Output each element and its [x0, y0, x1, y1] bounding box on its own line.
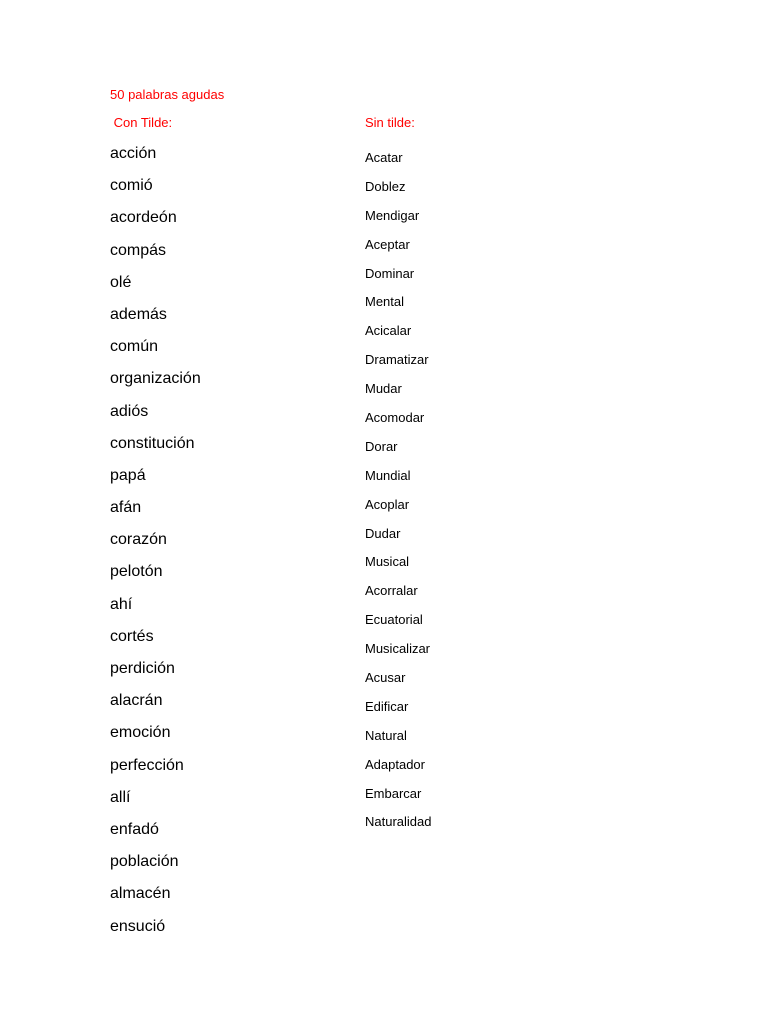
con-tilde-word: acordeón	[110, 209, 177, 227]
con-tilde-word: perfección	[110, 756, 184, 774]
sin-tilde-word: Mental	[365, 294, 405, 310]
sin-tilde-word: Acomodar	[365, 410, 425, 426]
sin-tilde-word: Ecuatorial	[365, 612, 423, 628]
sin-tilde-word: Musicalizar	[365, 641, 431, 657]
con-tilde-word: acción	[110, 145, 157, 162]
sin-tilde-word: Doblez	[365, 178, 406, 194]
sin-tilde-word: Naturalidad	[365, 814, 432, 830]
sin-tilde-word-list	[365, 148, 432, 841]
sin-tilde-word: Musical	[365, 554, 410, 570]
sin-tilde-heading: Sin tilde:	[365, 115, 415, 130]
sin-tilde-word: Acusar	[365, 670, 406, 686]
con-tilde-word: población	[110, 853, 179, 871]
con-tilde-word: ahí	[110, 595, 133, 613]
con-tilde-word: almacén	[110, 885, 171, 903]
con-tilde-word: pelotón	[110, 563, 163, 581]
con-tilde-word: común	[110, 338, 159, 356]
con-tilde-word: afán	[110, 499, 142, 517]
sin-tilde-word: Natural	[365, 727, 407, 743]
con-tilde-word: compás	[110, 241, 167, 259]
con-tilde-word: constitución	[110, 434, 195, 452]
sin-tilde-word: Acorralar	[365, 583, 418, 599]
sin-tilde-word: Aceptar	[365, 236, 410, 252]
con-tilde-heading: Con Tilde:	[110, 115, 173, 130]
sin-tilde-word: Mendigar	[365, 207, 420, 223]
sin-tilde-word: Mundial	[365, 467, 411, 483]
con-tilde-word: comió	[110, 177, 153, 195]
con-tilde-word: organización	[110, 370, 201, 388]
con-tilde-word: además	[110, 305, 167, 323]
sin-tilde-word: Dudar	[365, 525, 401, 541]
con-tilde-word: papá	[110, 466, 146, 484]
sin-tilde-word: Dramatizar	[365, 352, 429, 368]
sin-tilde-word: Mudar	[365, 381, 402, 397]
sin-tilde-word: Dorar	[365, 438, 398, 454]
sin-tilde-word: Acicalar	[365, 323, 412, 339]
sin-tilde-word: Acatar	[365, 150, 403, 165]
sin-tilde-word: Edificar	[365, 698, 409, 714]
sin-tilde-word: Adaptador	[365, 756, 425, 772]
con-tilde-word: perdición	[110, 660, 175, 677]
con-tilde-word: corazón	[110, 531, 167, 549]
sin-tilde-word: Acoplar	[365, 496, 410, 512]
sin-tilde-word: Dominar	[365, 265, 415, 281]
con-tilde-word: alacrán	[110, 692, 163, 710]
con-tilde-word: enfadó	[110, 820, 159, 838]
con-tilde-word: emoción	[110, 724, 171, 742]
con-tilde-word-list	[110, 142, 201, 947]
con-tilde-word: ensució	[110, 917, 166, 935]
con-tilde-word: olé	[110, 273, 132, 291]
con-tilde-word: adiós	[110, 402, 149, 420]
document-title: 50 palabras agudas	[110, 87, 225, 102]
sin-tilde-word: Embarcar	[365, 785, 422, 801]
con-tilde-word: cortés	[110, 627, 154, 645]
con-tilde-word: allí	[110, 788, 131, 806]
